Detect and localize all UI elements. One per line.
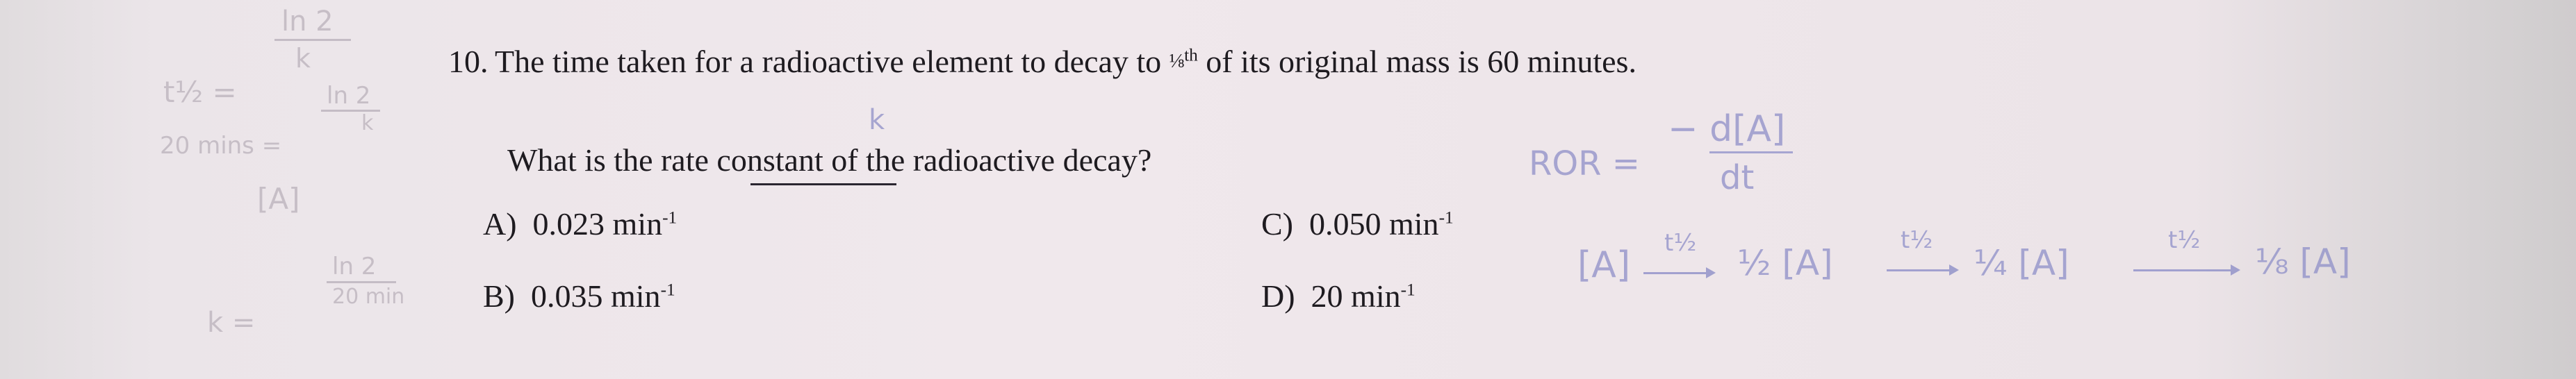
note-k-top: k [295, 43, 311, 74]
ror-denominator: dt [1720, 158, 1755, 197]
note-ln2-top: ln 2 [281, 6, 334, 37]
option-c-value: 0.050 min [1309, 206, 1439, 242]
note-ln2-mid: ln 2 [327, 82, 371, 110]
question-line-1 [495, 46, 1636, 78]
handwritten-k-mark: k [869, 104, 885, 136]
option-d [1261, 280, 1416, 312]
option-a-value: 0.023 min [532, 206, 663, 242]
fraction-suffix: th [1184, 45, 1198, 65]
note-k-equals: k = [207, 307, 256, 339]
note-bracket-A: [A] [257, 182, 300, 216]
chain-t1-label: t½ [1664, 229, 1697, 257]
question-line-2: What is the rate constant of the radioactive decay? [507, 142, 1152, 178]
note-thalf: t½ = [163, 75, 237, 109]
chain-arrow-1 [1643, 272, 1713, 274]
option-a-letter: A) [483, 206, 517, 242]
chain-quarter: ¼ [A] [1974, 243, 2069, 283]
option-b-exponent: -1 [660, 280, 675, 300]
option-c-letter: C) [1261, 206, 1293, 242]
option-c [1261, 208, 1454, 240]
question-line-1-start: The time taken for a radioactive element to decay to [495, 44, 1170, 79]
ror-numerator: − d[A] [1668, 108, 1786, 150]
note-fraction-bar-3 [327, 281, 396, 283]
note-20mins: 20 mins = [160, 132, 282, 160]
chain-half: ½ [A] [1737, 243, 1833, 283]
chain-eighth: ⅛ [A] [2255, 242, 2351, 282]
option-b-letter: B) [483, 278, 515, 314]
option-c-exponent: -1 [1438, 208, 1454, 228]
question-line-1-end: of its original mass is 60 minutes. [1197, 44, 1636, 79]
option-d-value: 20 min [1311, 278, 1401, 314]
option-a [483, 208, 677, 240]
note-fraction-bar [274, 39, 351, 41]
chain-t3-label: t½ [2168, 226, 2201, 254]
option-b [483, 280, 675, 312]
option-d-exponent: -1 [1400, 280, 1416, 300]
option-b-value: 0.035 min [531, 278, 661, 314]
note-k-mid: k [361, 111, 374, 135]
question-number: 10. [448, 44, 489, 79]
ror-fraction-bar [1709, 151, 1793, 153]
option-a-exponent: -1 [662, 208, 678, 228]
chain-t2-label: t½ [1901, 226, 1933, 254]
ror-label: ROR = [1529, 144, 1640, 183]
note-ln2-bottom: ln 2 [332, 253, 377, 280]
option-d-letter: D) [1261, 278, 1295, 314]
handwritten-underline [750, 183, 896, 185]
chain-arrow-2 [1887, 269, 1956, 271]
chain-initial: [A] [1577, 244, 1631, 286]
fraction-one-eighth: ⅛ [1169, 50, 1185, 72]
note-20min: 20 min [332, 285, 405, 309]
chain-arrow-3 [2133, 269, 2238, 271]
